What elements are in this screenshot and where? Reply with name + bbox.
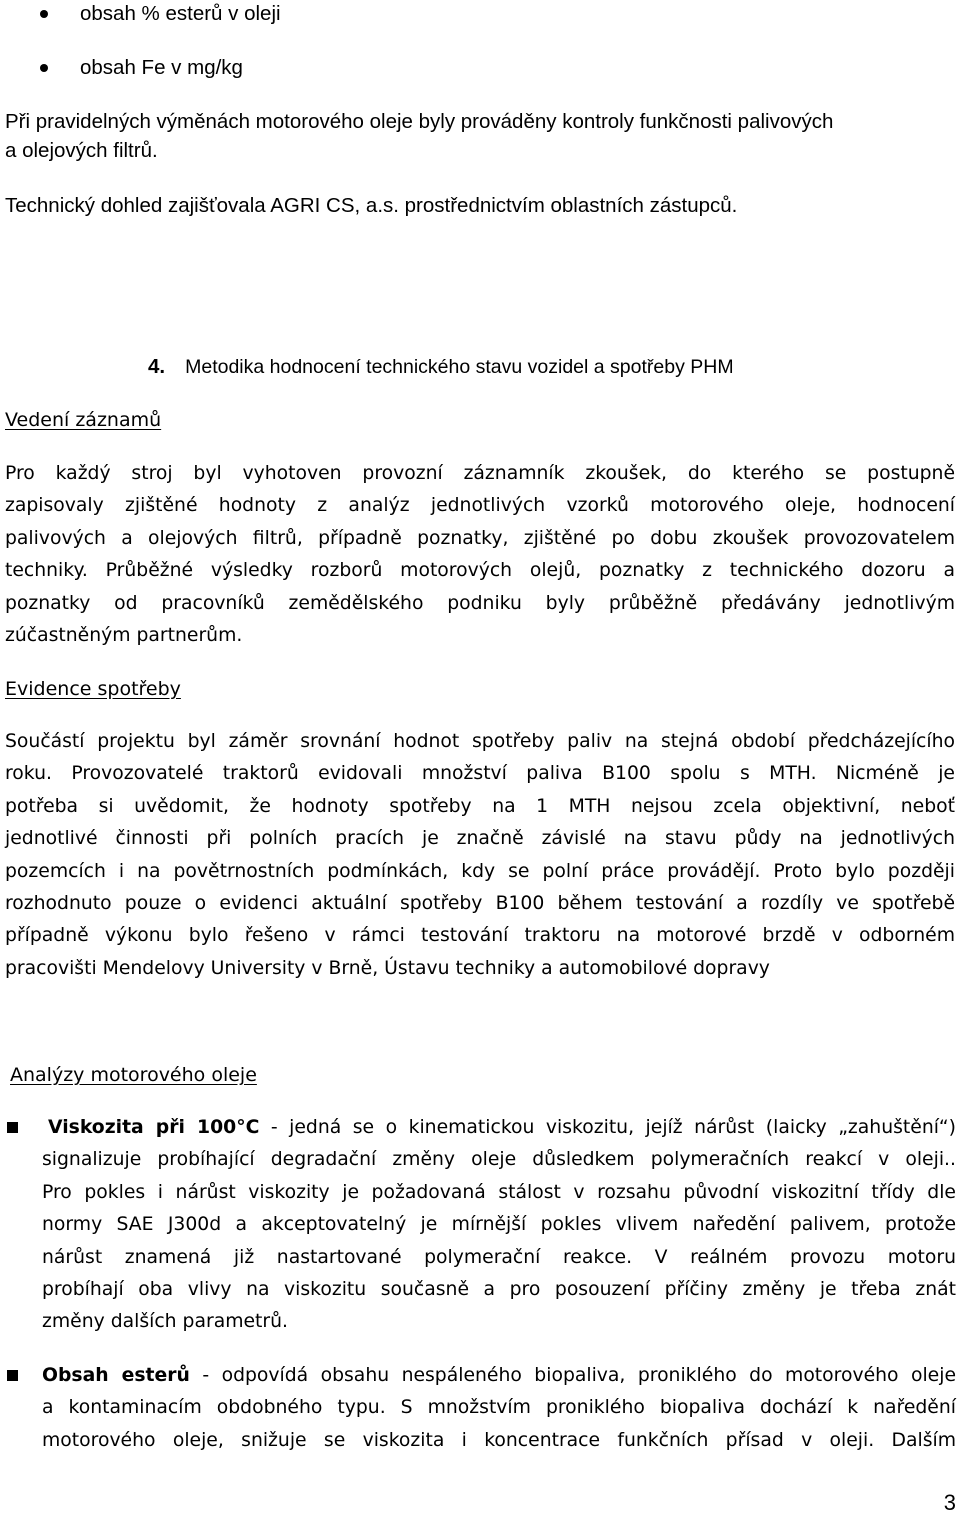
text-line: Součástí projektu byl záměr srovnání hodnot spotřeby paliv na stejná období předcházejícího xyxy=(5,731,955,752)
page-number: 3 xyxy=(943,1490,956,1515)
text-line: poznatky od pracovníků zemědělského podniku byly průběžně předávány jednotlivým xyxy=(5,592,955,614)
text-line: pozemcích i na povětrnostních podmínkách, kdy se polní práce provádějí. Proto bylo později xyxy=(5,860,955,882)
text-line: zapisovaly zjištěné hodnoty z analýz jednotlivých vzorků motorového oleje, hodnocení xyxy=(5,495,955,517)
bullet-text: obsah Fe v mg/kg xyxy=(80,56,243,79)
analysis-heading: Analýzy motorového oleje xyxy=(10,1064,257,1086)
text-line: Pro každý stroj byl vyhotoven provozní záznamník zkoušek, do kterého se postupně xyxy=(5,463,955,484)
intro-line: a olejových filtrů. xyxy=(5,139,158,162)
text-line: signalizuje probíhající degradační změny oleje důsledkem polymeračních reakcí v oleji.. xyxy=(42,1149,956,1171)
records-paragraph xyxy=(5,458,955,652)
text-line: motorového oleje, snižuje se viskozita i koncentrace funkčních přísad v oleji. Dalším xyxy=(42,1429,956,1451)
analysis-term: Viskozita při 100°C xyxy=(48,1117,260,1138)
bullet-text: obsah % esterů v oleji xyxy=(80,2,281,25)
tech-supervision-line: Technický dohled zajišťovala AGRI CS, a.s. prostřednictvím oblastních zástupců. xyxy=(5,194,738,217)
square-bullet-icon xyxy=(7,1370,18,1381)
text-line: pracovišti Mendelovy University v Brně, Ústavu techniky a automobilové dopravy xyxy=(5,957,770,979)
consumption-paragraph xyxy=(5,726,955,985)
text-line: Pro pokles i nárůst viskozity je požadovaná stálost v rozsahu původní viskozitní třídy dle xyxy=(42,1181,956,1203)
records-heading: Vedení záznamů xyxy=(5,409,162,431)
section-heading xyxy=(148,352,734,382)
text-line: zúčastněným partnerům. xyxy=(5,625,243,647)
intro-line: Při pravidelných výměnách motorového oleje byly prováděny kontroly funkčnosti palivových xyxy=(5,110,834,133)
text-line: potřeba si uvědomit, že hodnoty spotřeby na 1 MTH nejsou zcela objektivní, neboť xyxy=(5,795,955,817)
text-line: změny dalších parametrů. xyxy=(42,1311,289,1333)
text-line: probíhají oba vlivy na viskozitu současně a pro posouzení příčiny změny je třeba znát xyxy=(42,1279,956,1301)
consumption-heading: Evidence spotřeby xyxy=(5,678,181,700)
text-line: jednotlivé činnosti při polních pracích je značně závislé na stavu půdy na jednotlivých xyxy=(5,828,955,850)
text-line: Viskozita při 100°C - jedná se o kinematickou viskozitu, jejíž nárůst (laicky „zahuštění“) xyxy=(48,1117,956,1138)
text-line: roku. Provozovatelé traktorů evidovali množství paliva B100 spolu s MTH. Nicméně je xyxy=(5,763,955,785)
section-number: 4. xyxy=(148,355,166,378)
bullet-dot-icon xyxy=(40,64,48,72)
text-line: Obsah esterů - odpovídá obsahu nespáleného biopaliva, proniklého do motorového oleje xyxy=(42,1365,957,1386)
text-line: a kontaminacím obdobného typu. S množstvím proniklého biopaliva dochází k naředění xyxy=(42,1397,956,1419)
text-line: palivových a olejových filtrů, případně poznatky, zjištěné po dobu zkoušek provozovatelem xyxy=(5,527,955,549)
analysis-item-body xyxy=(42,1112,956,1339)
text-line: nárůst znamená již nastartované polymerační reakce. V reálném provozu motoru xyxy=(42,1246,956,1268)
text-line: normy SAE J300d a akceptovatelný je mírnější pokles vlivem naředění palivem, protože xyxy=(42,1214,956,1236)
analysis-item-body xyxy=(42,1360,956,1457)
square-bullet-icon xyxy=(7,1122,18,1133)
text-line: techniky. Průběžné výsledky rozborů motorových olejů, poznatky z technického dozoru a xyxy=(5,560,955,582)
text-line: rozhodnuto pouze o evidenci aktuální spotřeby B100 během testování a rozdíly ve spotřebě xyxy=(5,893,955,915)
section-title: Metodika hodnocení technického stavu vozidel a spotřeby PHM xyxy=(185,356,734,378)
bullet-dot-icon xyxy=(40,10,48,18)
analysis-term: Obsah esterů xyxy=(42,1365,190,1386)
text-line: případně výkonu bylo řešeno v rámci testování traktoru na motorové brzdě v odborném xyxy=(5,925,955,947)
